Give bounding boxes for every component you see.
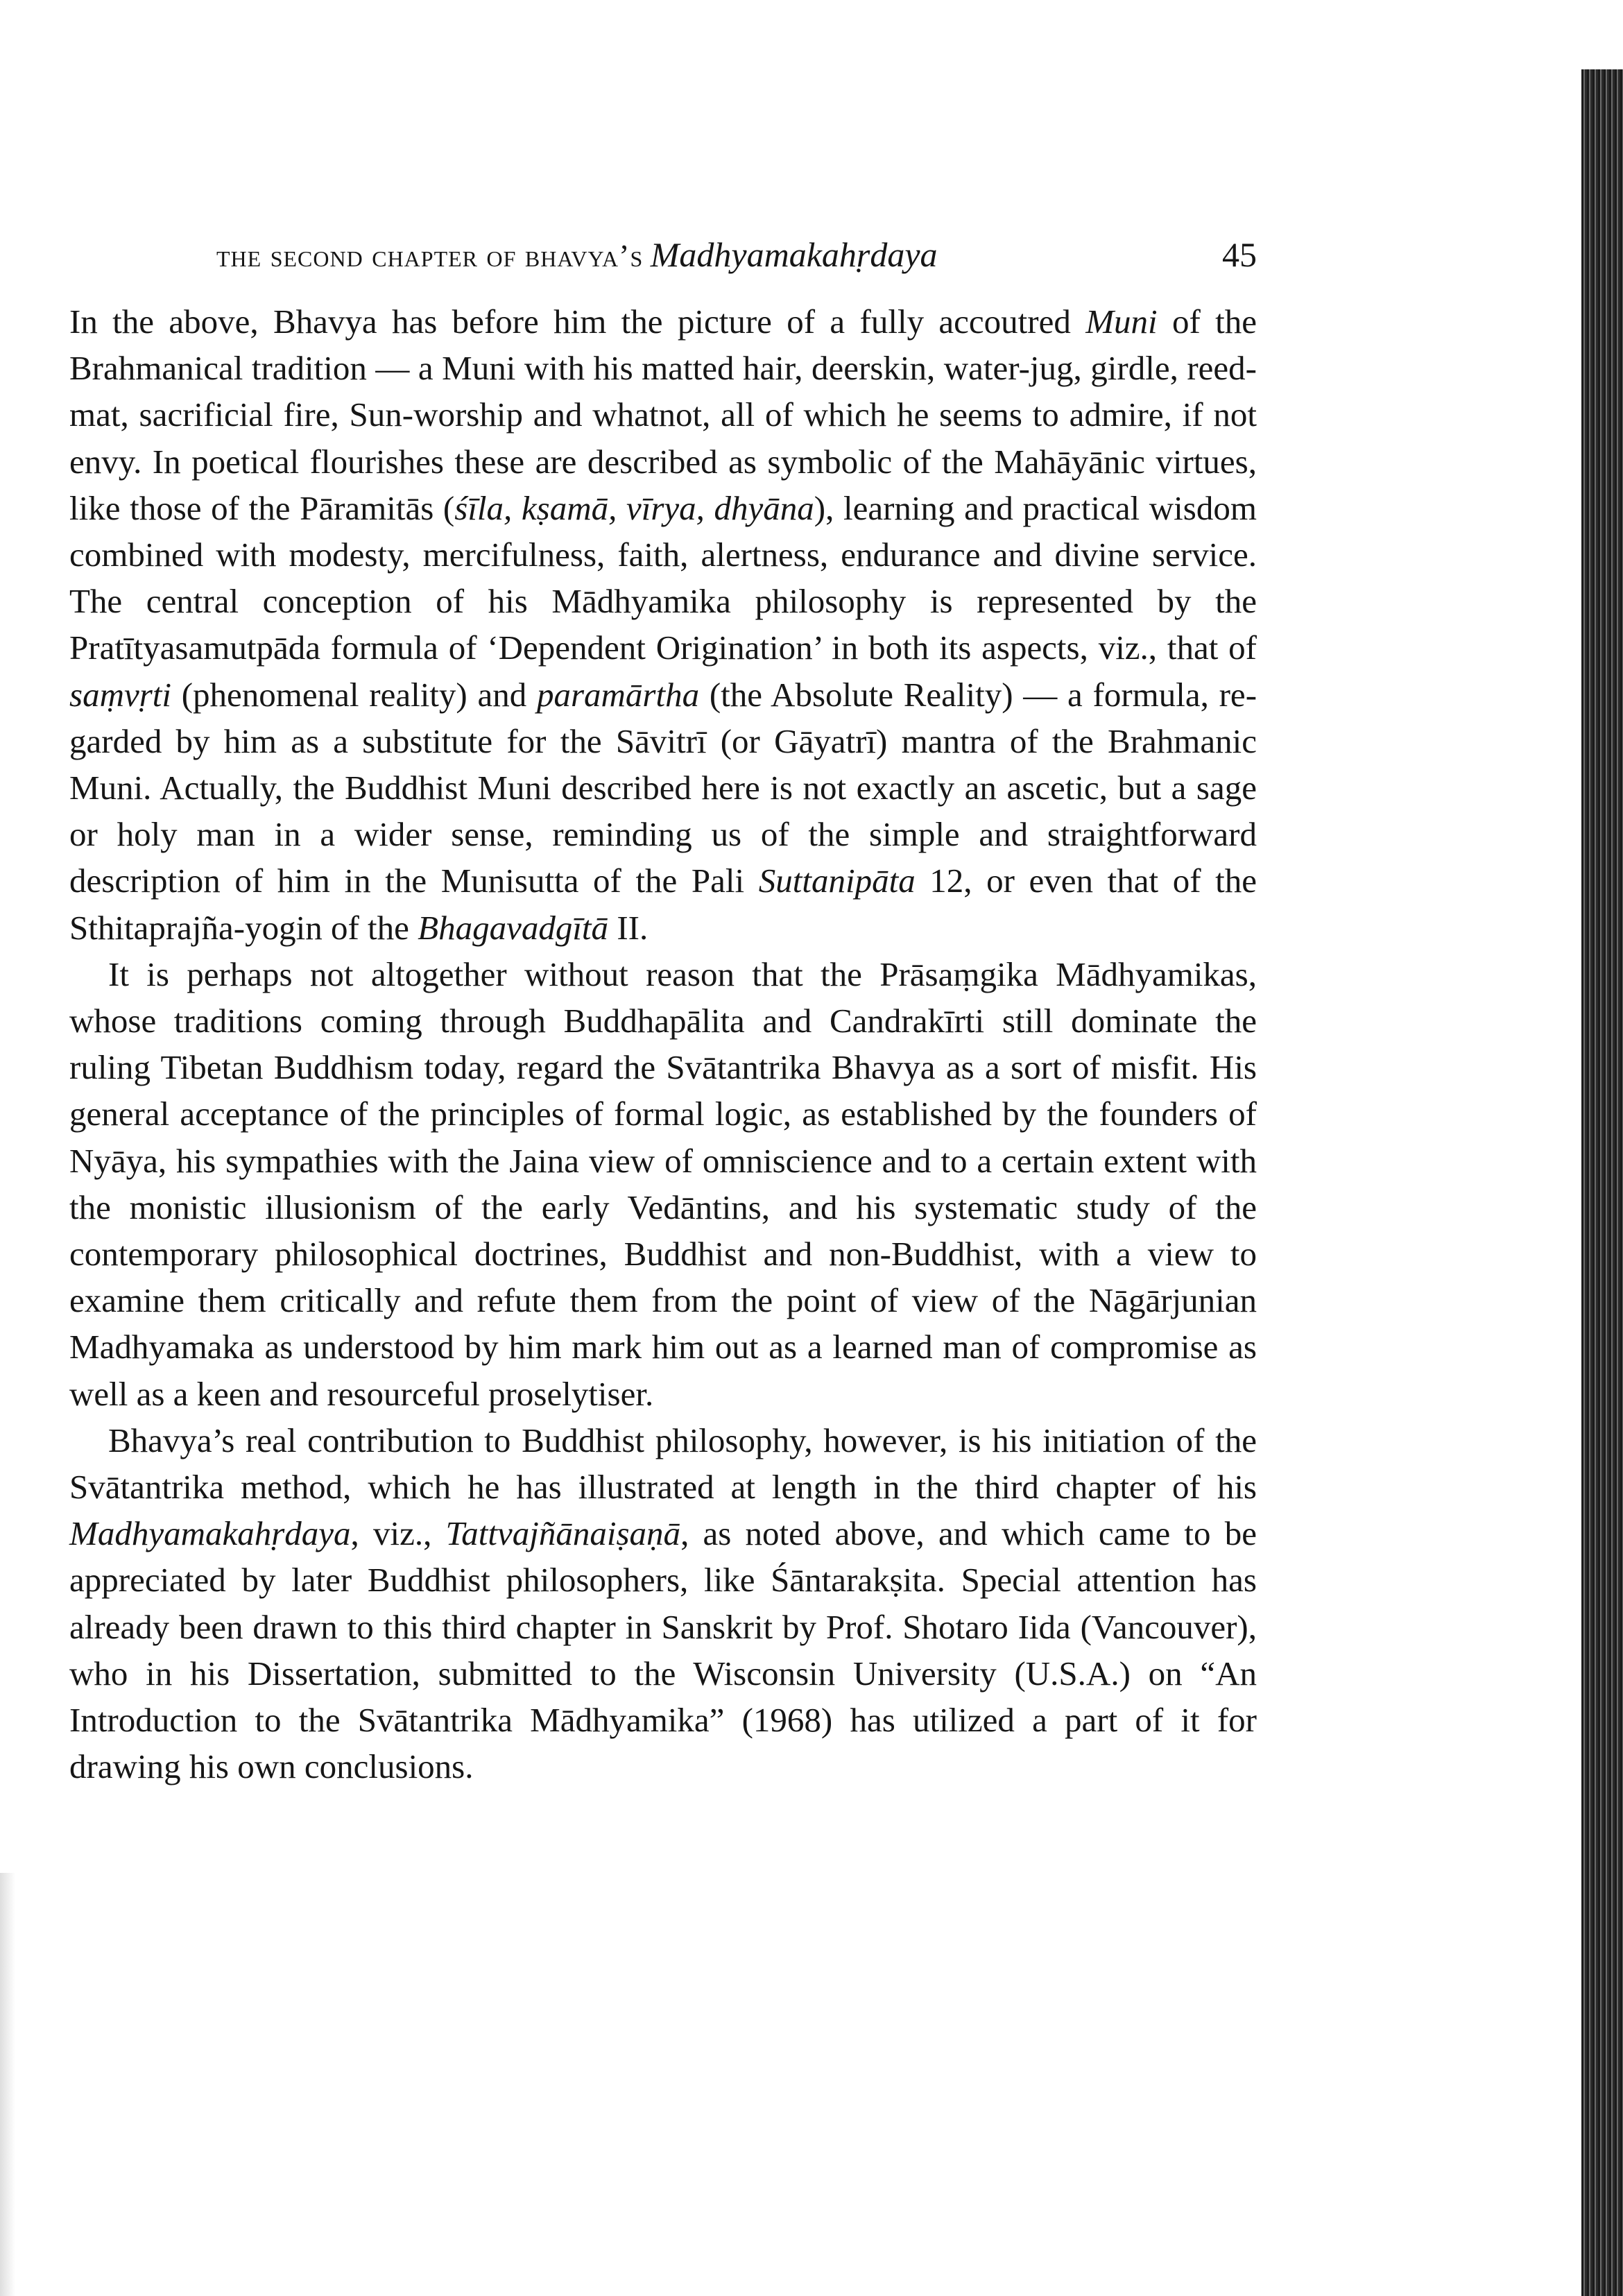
- italic-term: Tattvajñānaiṣaṇā: [445, 1514, 681, 1553]
- italic-term: paramārtha: [536, 675, 700, 714]
- body-text: [69, 298, 1257, 1790]
- running-header: [76, 230, 1257, 279]
- italic-term: Suttanipāta: [758, 862, 916, 900]
- text-run: 12, or even that of the Sthitaprajña-yogin of the: [69, 862, 1257, 947]
- text-run: ), learning and practical wisdom combined with modesty, mercifulness, faith, alertness, endurance and divine service. The central conception of his Mādhyamika philosophy is represented by the Pratītyasamutpāda formula of ‘Dependent Origination’ in both its aspects, viz., that of: [69, 488, 1257, 667]
- text-run: , viz.,: [350, 1514, 446, 1553]
- text-run: In the above, Bhavya has before him the picture of a fully accoutred: [69, 302, 1086, 341]
- italic-term: Bhagavadgītā: [418, 908, 609, 947]
- text-run: (the Absolute Reality) — a formula, regarded by him as a substitute for the Sāvitrī (or Gāyatrī) mantra of the Brahmanic Muni. Actually, the Buddhist Muni described here is not exactly an ascetic, but a sage or holy man in a wider sense, reminding us of the simple and straightforward description of him in the Munisutta of the Pali: [69, 675, 1257, 900]
- text-run: II.: [608, 908, 649, 947]
- scan-shadow: [0, 1873, 15, 2296]
- text-run: of the Brahmanical tradition — a Muni with his matted hair, deerskin, water-jug, girdle, reed-mat, sacrificial fire, Sun-worship and whatnot, all of which he seems to admire, if not envy. In poetical flourishes these are described as symbolic of the Mahāyānic virtues, like those of the Pāramitās (: [69, 302, 1257, 527]
- paragraph: [69, 951, 1257, 1417]
- header-title: [216, 230, 938, 282]
- italic-term: Madhyamakahṛdaya: [69, 1514, 351, 1553]
- text-run: (phenomenal reality) and: [171, 675, 537, 714]
- book-spine-edge: [1581, 69, 1623, 2296]
- italic-term: śīla, kṣamā, vīrya, dhyāna: [454, 488, 814, 527]
- italic-term: Muni: [1085, 302, 1158, 341]
- header-title-italic: Madhyamakahṛdaya: [650, 235, 938, 274]
- header-title-prefix: the second chapter of bhavya’s: [216, 238, 644, 273]
- text-run: Bhavya’s real contribution to Buddhist philosophy, however, is his initiation of the Svātantrika method, which he has illustrated at length in the third chapter of his: [69, 1421, 1257, 1507]
- paragraph: [69, 1417, 1257, 1790]
- page-number: 45: [1222, 235, 1257, 274]
- italic-term: saṃvṛti: [69, 675, 171, 714]
- text-run: It is perhaps not altogether without reason that the Prāsaṃgika Mādhyamikas, whose traditions coming through Buddhapālita and Candrakīrti still dominate the ruling Tibetan Buddhism today, regard the Svātantrika Bhavya as a sort of misfit. His general acceptance of the principles of formal logic, as established by the founders of Nyāya, his sympathies with the Jaina view of omniscience and to a certain extent with the monistic illusionism of the early Vedāntins, and his systematic study of the contemporary philosophical doctrines, Buddhist and non-Buddhist, with a view to examine them critically and refute them from the point of view of the Nāgārjunian Madhyamaka as understood by him mark him out as a learned man of compromise as well as a keen and resourceful proselytiser.: [69, 954, 1257, 1413]
- paragraph: [69, 298, 1257, 951]
- text-run: , as noted above, and which came to be appreciated by later Buddhist philosophers, like Śāntarakṣita. Special attention has already been drawn to this third chapter in Sanskrit by Prof. Shotaro Iida (Vancouver), who in his Dissertation, submitted to the Wisconsin University (U.S.A.) on “An Introduction to the Svātantrika Mādhyamika” (1968) has utilized a part of it for drawing his own conclusions.: [69, 1514, 1257, 1786]
